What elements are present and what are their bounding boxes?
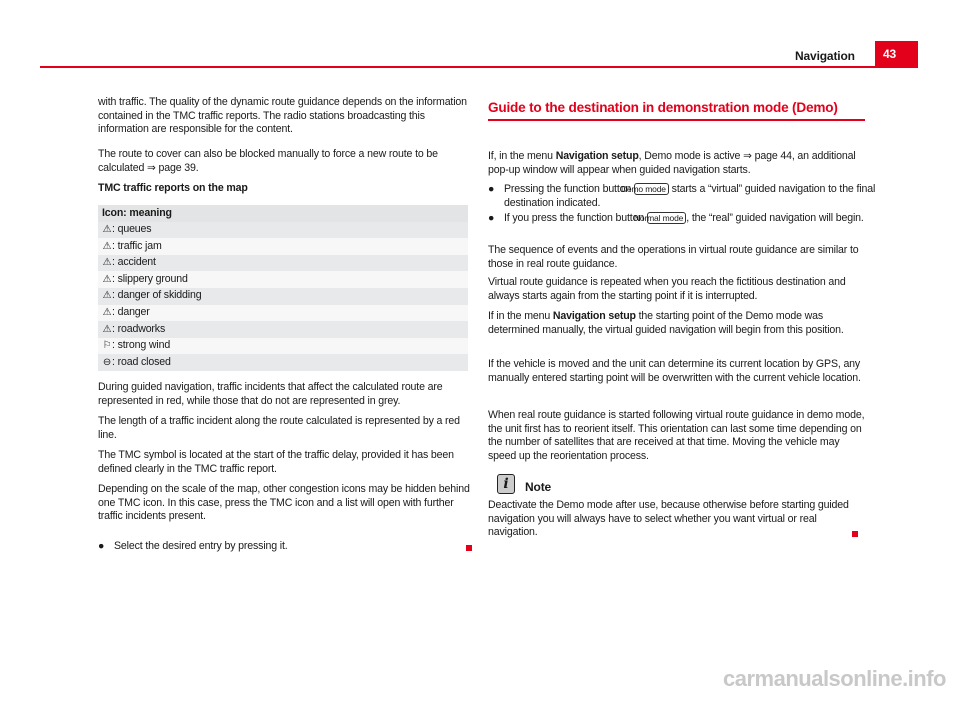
traffic-icon: ⚠ <box>102 273 112 285</box>
meaning-text: : slippery ground <box>112 272 188 285</box>
traffic-icon: ⚠ <box>102 240 112 252</box>
table-header: Icon: meaning <box>98 205 468 222</box>
menu-name: Navigation setup <box>555 150 639 162</box>
demo-mode-button: Demo mode <box>634 183 669 195</box>
left-paragraph-6: Depending on the scale of the map, other congestion icons may be hidden behind one TMC icon. In this case, press the TMC icon and a list will open with further traffic incidents present. <box>98 483 470 523</box>
traffic-icon: ⚠ <box>102 307 112 319</box>
left-bullet <box>98 540 486 554</box>
traffic-icon: ⚠ <box>102 323 112 335</box>
page-number: 43 <box>875 41 918 68</box>
meaning-text: : danger <box>112 306 150 319</box>
right-bullet-2: ● If you press the function button Normal mode , the “real” guided navigation will begin. <box>488 212 864 224</box>
table-row <box>98 321 468 338</box>
section-title: Navigation <box>795 49 855 63</box>
end-mark <box>852 531 858 537</box>
traffic-icon: ⊖ <box>102 356 112 368</box>
left-paragraph-1: with traffic. The quality of the dynamic route guidance depends on the information contained in the TMC traffic reports. The radio stations broadcasting this information are responsible for the content. <box>98 96 467 136</box>
meaning-text: : danger of skidding <box>112 289 202 302</box>
watermark: carmanualsonline.info <box>723 666 946 691</box>
right-bullet-1: ● Pressing the function button Demo mode starts a “virtual” guided navigation to the final destination indicated. <box>488 183 876 209</box>
right-paragraph-5: If the vehicle is moved and the unit can determine its current location by GPS, any manually entered starting point will be overwritten with the current vehicle location. <box>488 358 861 384</box>
table-row <box>98 222 468 239</box>
meaning-text: : traffic jam <box>112 239 162 252</box>
traffic-icon: ⚐ <box>102 340 112 352</box>
table-row <box>98 305 468 322</box>
bullet-text: Select the desired entry by pressing it. <box>114 540 288 552</box>
right-paragraph-1: If, in the menu Navigation setup, Demo mode is active ⇒ page 44, an additional pop-up window will appear when guided navigation starts. <box>488 150 856 176</box>
table-row <box>98 338 468 355</box>
tmc-icon-table <box>98 205 468 371</box>
right-paragraph-6: When real route guidance is started following virtual route guidance in demo mode, the unit first has to reorient itself. This orientation can last some time depending on the number of satellites that are received at that time. Moving the vehicle may speed up the reorientation process. <box>488 409 865 462</box>
left-paragraph-2: The route to cover can also be blocked manually to force a new route to be calculated ⇒ page 39. <box>98 148 438 174</box>
left-paragraph-3: During guided navigation, traffic incidents that affect the calculated route are represented in red, while those that do not are represented in grey. <box>98 381 443 407</box>
meaning-text: : roadworks <box>112 322 166 335</box>
traffic-icon: ⚠ <box>102 257 112 269</box>
table-row <box>98 354 468 371</box>
right-paragraph-2: The sequence of events and the operations in virtual route guidance are similar to those in real route guidance. <box>488 244 859 270</box>
normal-mode-button: Normal mode <box>647 212 686 224</box>
table-row <box>98 288 468 305</box>
note-title: Note <box>525 480 552 494</box>
left-paragraph-5: The TMC symbol is located at the start of the traffic delay, provided it has been defined clearly in the TMC traffic report. <box>98 449 454 475</box>
table-row <box>98 255 468 272</box>
table-title: TMC traffic reports on the map <box>98 182 248 194</box>
note-text: Deactivate the Demo mode after use, because otherwise before starting guided navigation you will always have to select whether you want virtual or real navigation. <box>488 499 849 539</box>
table-row <box>98 238 468 255</box>
end-mark <box>466 545 472 551</box>
info-icon: i <box>497 474 515 494</box>
heading-rule <box>488 119 865 121</box>
meaning-text: : queues <box>112 223 152 236</box>
traffic-icon: ⚠ <box>102 290 112 302</box>
header-rule <box>40 66 918 68</box>
meaning-text: : road closed <box>112 355 171 368</box>
table-row <box>98 271 468 288</box>
right-paragraph-4: If in the menu Navigation setup the starting point of the Demo mode was determined manually, the virtual guided navigation will begin from this position. <box>488 310 844 336</box>
meaning-text: : accident <box>112 256 156 269</box>
right-paragraph-3: Virtual route guidance is repeated when you reach the fictitious destination and always starts again from the starting point if it is interrupted. <box>488 276 846 302</box>
section-heading: Guide to the destination in demonstration mode (Demo) <box>488 100 838 115</box>
meaning-text: : strong wind <box>112 339 171 352</box>
bullet-dot: ● <box>98 540 105 552</box>
left-paragraph-4: The length of a traffic incident along the route calculated is represented by a red line. <box>98 415 460 441</box>
traffic-icon: ⚠ <box>102 224 112 236</box>
